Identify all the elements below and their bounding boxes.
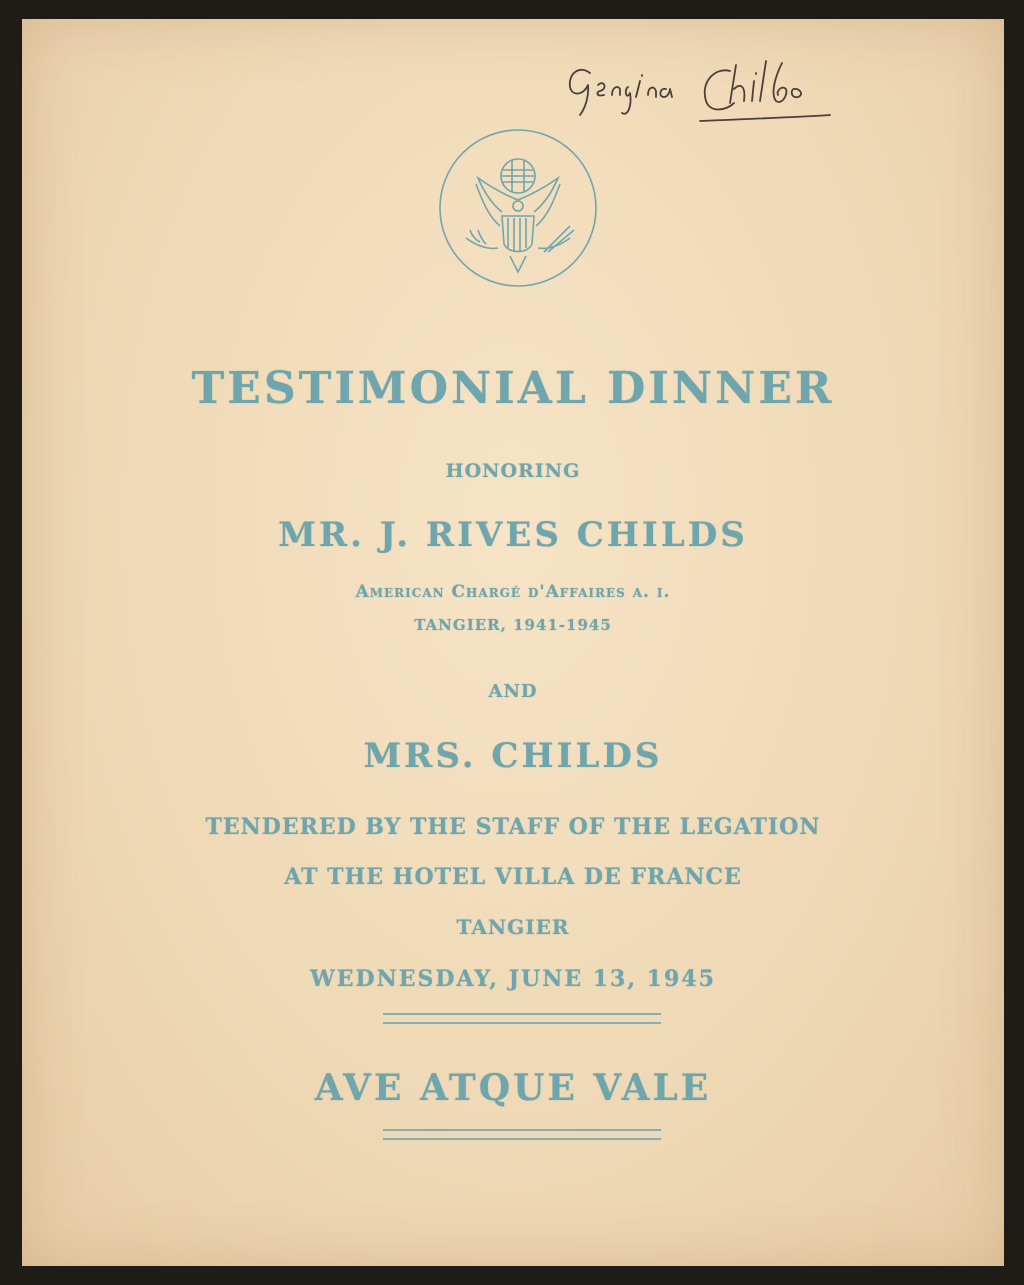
program-sheet: [22, 19, 1004, 1266]
city-line: TANGIER: [456, 915, 570, 939]
venue-line: AT THE HOTEL VILLA DE FRANCE: [284, 864, 742, 890]
great-seal-eagle-icon: [436, 126, 600, 290]
place-years: TANGIER, 1941-1945: [414, 616, 612, 634]
honoree-name: MR. J. RIVES CHILDS: [278, 515, 748, 555]
honoring-label: HONORING: [445, 460, 581, 482]
divider-top: [383, 1013, 661, 1024]
honoree-position: American Chargé d'Affaires a. i.: [355, 582, 671, 602]
tendered-by-line: TENDERED BY THE STAFF OF THE LEGATION: [205, 814, 821, 840]
spouse-name: MRS. CHILDS: [363, 736, 663, 776]
divider-bottom: [383, 1129, 661, 1140]
motto: AVE ATQUE VALE: [314, 1067, 712, 1109]
event-date: WEDNESDAY, JUNE 13, 1945: [310, 966, 716, 992]
handwritten-signature: [550, 45, 850, 135]
conjunction-label: AND: [488, 681, 538, 702]
event-title: TESTIMONIAL DINNER: [191, 363, 835, 414]
